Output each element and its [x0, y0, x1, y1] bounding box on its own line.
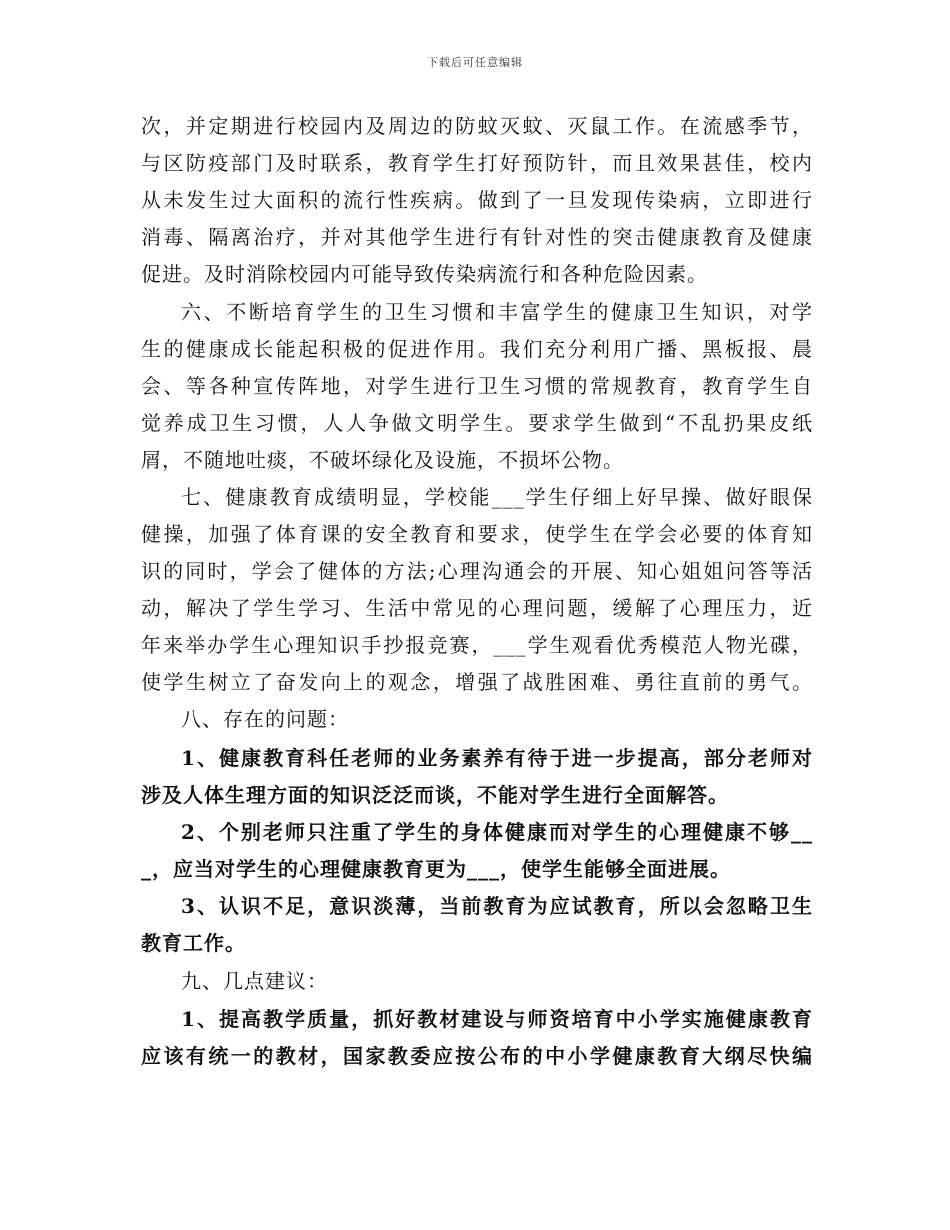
text-line: 年来举办学生心理知识手抄报竞赛，___学生观看优秀模范人物光碟，	[141, 633, 813, 657]
text-line: 教育工作。	[141, 931, 246, 955]
paragraph-seven-start: 七、健康教育成绩明显，学校能___学生仔细上好早操、做好眼保	[181, 485, 813, 509]
text-line: 消毒、隔离治疗，并对其他学生进行有针对性的突击健康教育及健康	[141, 225, 813, 249]
paragraph-six-start: 六、不断培育学生的卫生习惯和丰富学生的健康卫生知识，对学	[181, 300, 813, 324]
problem-item-1-start: 1、健康教育科任老师的业务素养有待于进一步提高，部分老师对	[181, 746, 813, 770]
suggestion-item-1-start: 1、提高教学质量，抓好教材建设与师资培育中小学实施健康教育	[181, 1007, 813, 1031]
text-line: 从未发生过大面积的流行性疾病。做到了一旦发现传染病，立即进行	[141, 188, 813, 212]
text-line: 使学生树立了奋发向上的观念，增强了战胜困难、勇往直前的勇气。	[141, 670, 813, 694]
text-line: 动，解决了学生学习、生活中常见的心理问题，缓解了心理压力，近	[141, 596, 813, 620]
text-line: 生的健康成长能起积极的促进作用。我们充分利用广播、黑板报、晨	[141, 337, 813, 361]
text-line: 涉及人体生理方面的知识泛泛而谈，不能对学生进行全面解答。	[141, 783, 729, 807]
text-line: _，应当对学生的心理健康教育更为___，使学生能够全面进展。	[141, 857, 731, 881]
text-line: 健操，加强了体育课的安全教育和要求，使学生在学会必要的体育知	[141, 522, 813, 546]
text-line: 与区防疫部门及时联系，教育学生打好预防针，而且效果甚佳，校内	[141, 151, 813, 175]
problem-item-2-start: 2、个别老师只注重了学生的身体健康而对学生的心理健康不够__	[181, 820, 813, 844]
text-line: 促进。及时消除校园内可能导致传染病流行和各种危险因素。	[141, 262, 708, 286]
text-line: 应该有统一的教材，国家教委应按公布的中小学健康教育大纲尽快编	[141, 1044, 813, 1068]
problem-item-3-start: 3、认识不足，意识淡薄，当前教育为应试教育，所以会忽略卫生	[181, 894, 813, 918]
section-heading-suggestions: 九、几点建议：	[181, 969, 328, 993]
text-line: 屑，不随地吐痰，不破坏绿化及设施，不损坏公物。	[141, 448, 624, 472]
text-line: 次，并定期进行校园内及周边的防蚊灭蚊、灭鼠工作。在流感季节，	[141, 114, 813, 138]
text-line: 识的同时，学会了健体的方法;心理沟通会的开展、知心姐姐问答等活	[141, 559, 813, 583]
section-heading-problems: 八、存在的问题：	[181, 707, 349, 731]
text-line: 觉养成卫生习惯，人人争做文明学生。要求学生做到“不乱扔果皮纸	[141, 411, 813, 435]
page-header: 下载后可任意编辑	[427, 56, 523, 69]
text-line: 会、等各种宣传阵地，对学生进行卫生习惯的常规教育，教育学生自	[141, 374, 813, 398]
